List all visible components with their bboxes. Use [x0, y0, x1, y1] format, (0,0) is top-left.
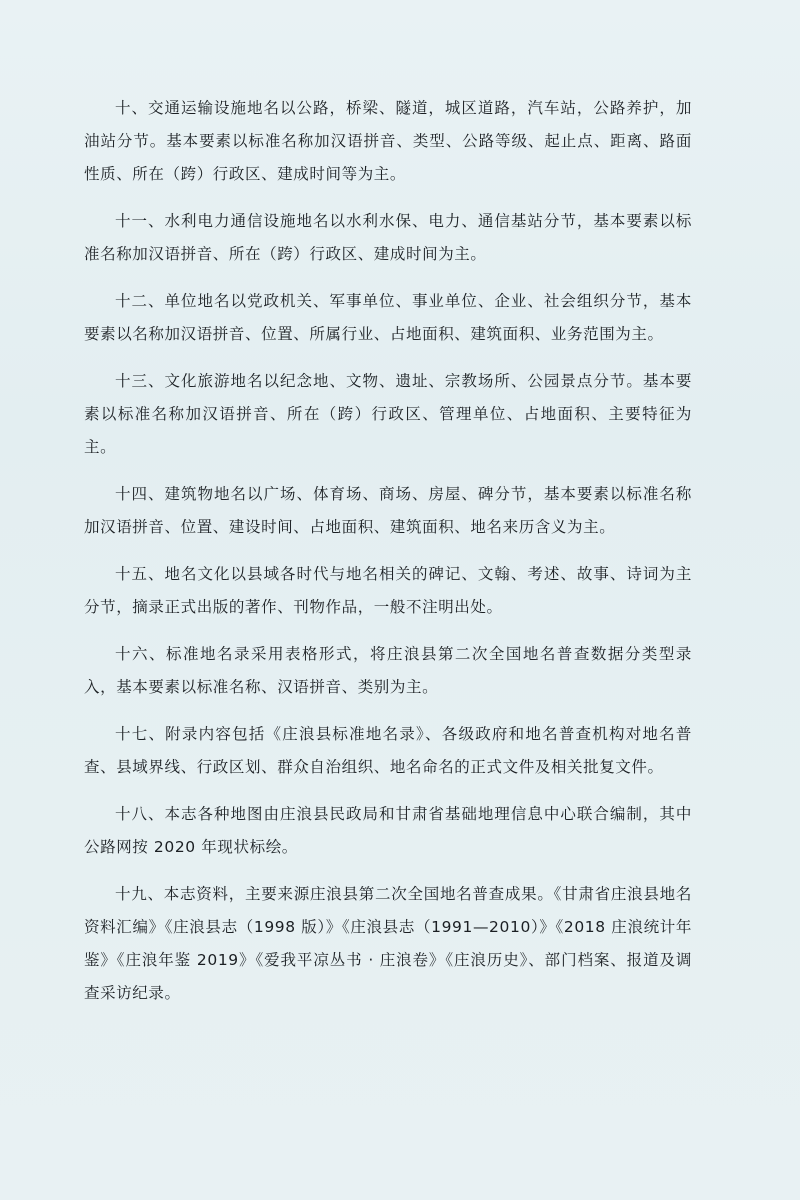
paragraph-19: 十九、本志资料，主要来源庄浪县第二次全国地名普查成果。《甘肃省庄浪县地名资料汇编》《庄浪县志（1998 版）》《庄浪县志（1991—2010）》《2018 庄浪统计年鉴》《庄浪年鉴 2019》《爱我平凉丛书 · 庄浪卷》《庄浪历史》、部门档案、报道及调查采访纪录。 — [84, 885, 692, 1002]
paragraph-13: 十三、文化旅游地名以纪念地、文物、遗址、宗教场所、公园景点分节。基本要素以标准名称加汉语拼音、所在（跨）行政区、管理单位、占地面积、主要特征为主。 — [84, 372, 692, 456]
paragraph-15: 十五、地名文化以县域各时代与地名相关的碑记、文翰、考述、故事、诗词为主分节，摘录正式出版的著作、刊物作品，一般不注明出处。 — [84, 565, 692, 616]
paragraph-16: 十六、标准地名录采用表格形式，将庄浪县第二次全国地名普查数据分类型录入，基本要素以标准名称、汉语拼音、类别为主。 — [84, 645, 692, 696]
paragraph-12: 十二、单位地名以党政机关、军事单位、事业单位、企业、社会组织分节，基本要素以名称加汉语拼音、位置、所属行业、占地面积、建筑面积、业务范围为主。 — [84, 292, 692, 343]
paragraph-14: 十四、建筑物地名以广场、体育场、商场、房屋、碑分节，基本要素以标准名称加汉语拼音、位置、建设时间、占地面积、建筑面积、地名来历含义为主。 — [84, 485, 692, 536]
paragraph-18: 十八、本志各种地图由庄浪县民政局和甘肃省基础地理信息中心联合编制，其中公路网按 2020 年现状标绘。 — [84, 805, 692, 856]
paragraph-17: 十七、附录内容包括《庄浪县标准地名录》、各级政府和地名普查机构对地名普查、县域界线、行政区划、群众自治组织、地名命名的正式文件及相关批复文件。 — [84, 725, 692, 776]
paragraph-10: 十、交通运输设施地名以公路，桥梁、隧道，城区道路，汽车站，公路养护，加油站分节。基本要素以标准名称加汉语拼音、类型、公路等级、起止点、距离、路面性质、所在（跨）行政区、建成时间等为主。 — [84, 99, 692, 183]
paragraph-11: 十一、水利电力通信设施地名以水利水保、电力、通信基站分节，基本要素以标准名称加汉语拼音、所在（跨）行政区、建成时间为主。 — [84, 212, 692, 263]
